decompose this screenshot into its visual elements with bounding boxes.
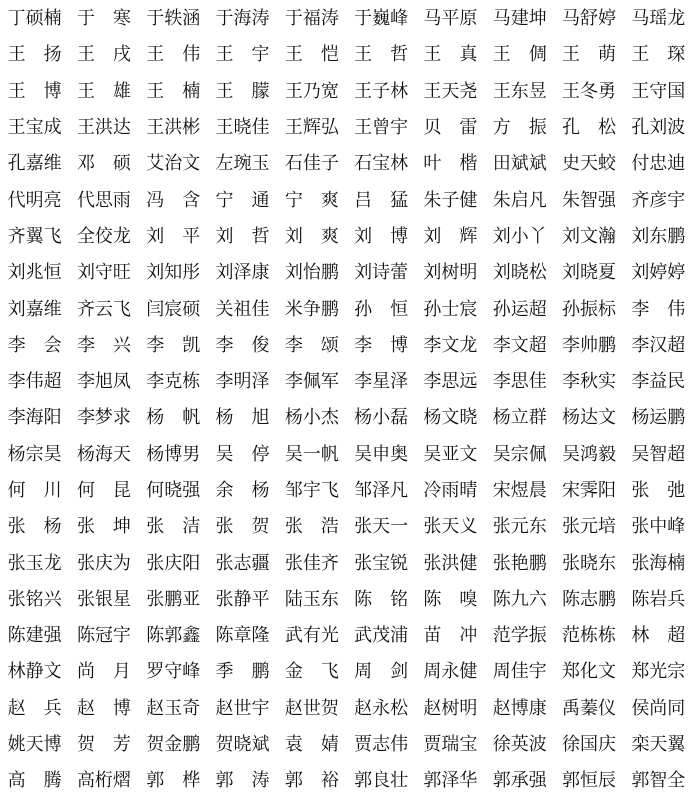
name-cell: 何晓强 xyxy=(146,480,201,501)
name-cell: 李文超 xyxy=(492,334,547,356)
name-cell: 于海涛 xyxy=(215,8,270,30)
name-cell: 郑光宗 xyxy=(631,661,686,683)
name-cell: 尚 月 xyxy=(76,661,131,683)
name-cell: 石佳子 xyxy=(284,153,339,175)
name-cell: 张海楠 xyxy=(631,552,686,574)
name-cell: 丁硕楠 xyxy=(7,8,62,30)
name-cell: 杨小磊 xyxy=(354,407,409,429)
name-cell: 王宝成 xyxy=(7,117,62,139)
name-cell: 刘 哲 xyxy=(215,225,270,247)
name-cell: 杨 旭 xyxy=(215,407,270,429)
name-cell: 王东昱 xyxy=(492,80,547,102)
name-cell: 侯尚同 xyxy=(631,697,686,719)
name-cell: 李 凯 xyxy=(146,334,201,356)
name-cell: 刘兆恒 xyxy=(7,262,62,284)
name-cell: 王 萌 xyxy=(562,44,617,66)
name-cell: 张银星 xyxy=(76,588,131,610)
name-cell: 陈志鹏 xyxy=(562,588,617,610)
name-cell: 刘文瀚 xyxy=(562,225,617,247)
name-cell: 刘知彤 xyxy=(146,262,201,284)
name-cell: 周佳宇 xyxy=(492,661,547,683)
name-cell: 张 洁 xyxy=(146,516,201,538)
name-cell: 于巍峰 xyxy=(354,8,409,30)
name-cell: 吴 停 xyxy=(215,443,270,465)
name-cell: 艾治文 xyxy=(146,153,201,175)
name-cell: 李 会 xyxy=(7,334,62,356)
name-cell: 张天一 xyxy=(354,516,409,538)
name-cell: 齐翼飞 xyxy=(7,225,62,247)
name-cell: 宁 爽 xyxy=(284,189,339,211)
name-cell: 杨运鹏 xyxy=(631,407,686,429)
name-cell: 李旭凤 xyxy=(76,371,131,393)
name-cell: 王 雄 xyxy=(76,80,131,102)
name-cell: 孙士宸 xyxy=(423,298,478,320)
name-cell: 赵树明 xyxy=(423,697,478,719)
name-cell: 齐彦宇 xyxy=(631,189,686,211)
name-cell: 齐云飞 xyxy=(76,298,131,320)
name-cell: 季 鹏 xyxy=(215,661,270,683)
name-cell: 王晓佳 xyxy=(215,117,270,139)
name-cell: 张宝锐 xyxy=(354,552,409,574)
name-cell: 贝 雷 xyxy=(423,117,478,139)
name-cell: 贺晓斌 xyxy=(215,734,270,756)
name-cell: 邓 硕 xyxy=(76,153,131,175)
name-cell: 刘 辉 xyxy=(423,225,478,247)
name-cell: 李思佳 xyxy=(492,371,547,393)
name-cell: 邹宇飞 xyxy=(284,480,339,501)
name-cell: 杨立群 xyxy=(492,407,547,429)
name-cell: 张佳齐 xyxy=(284,552,339,574)
name-cell: 李克栋 xyxy=(146,371,201,393)
name-cell: 张静平 xyxy=(215,588,270,610)
name-cell: 陈建强 xyxy=(7,625,62,647)
name-cell: 李海阳 xyxy=(7,407,62,429)
name-cell: 王 朦 xyxy=(215,80,270,102)
name-cell: 贾瑞宝 xyxy=(423,734,478,756)
name-cell: 陈郭鑫 xyxy=(146,625,201,647)
name-cell: 吴智超 xyxy=(631,443,686,465)
name-cell: 朱智强 xyxy=(562,189,617,211)
name-cell: 孔嘉维 xyxy=(7,153,62,175)
name-cell: 刘泽康 xyxy=(215,262,270,284)
name-cell: 王 宇 xyxy=(215,44,270,66)
name-cell: 张鹏亚 xyxy=(146,588,201,610)
name-cell: 林静文 xyxy=(7,661,62,683)
name-cell: 贺金鹏 xyxy=(146,734,201,756)
name-cell: 杨文晓 xyxy=(423,407,478,429)
name-cell: 李伟超 xyxy=(7,371,62,393)
name-cell: 张庆为 xyxy=(76,552,131,574)
name-cell: 杨宗昊 xyxy=(7,443,62,465)
name-cell: 吴亚文 xyxy=(423,443,478,465)
name-cell: 王子林 xyxy=(354,80,409,102)
name-cell: 张志疆 xyxy=(215,552,270,574)
name-cell: 刘守旺 xyxy=(76,262,131,284)
name-cell: 宋霁阳 xyxy=(562,480,617,501)
name-cell: 张玉龙 xyxy=(7,552,62,574)
name-cell: 姚天博 xyxy=(7,734,62,756)
name-cell: 张 弛 xyxy=(631,480,686,501)
name-cell: 田斌斌 xyxy=(492,153,547,175)
name-cell: 左琬玉 xyxy=(215,153,270,175)
name-cell: 王乃宽 xyxy=(284,80,339,102)
name-cell: 陈 嗅 xyxy=(423,588,478,610)
name-cell: 徐英波 xyxy=(492,734,547,756)
name-cell: 张 杨 xyxy=(7,516,62,538)
name-cell: 赵世贺 xyxy=(284,697,339,719)
name-cell: 全佼龙 xyxy=(76,225,131,247)
name-cell: 刘小丫 xyxy=(492,225,547,247)
name-cell: 吴申奥 xyxy=(354,443,409,465)
name-cell: 王洪达 xyxy=(76,117,131,139)
name-cell: 赵 博 xyxy=(76,697,131,719)
name-cell: 王曾宇 xyxy=(354,117,409,139)
name-cell: 刘树明 xyxy=(423,262,478,284)
name-cell: 王 博 xyxy=(7,80,62,102)
name-cell: 郭恒辰 xyxy=(562,770,617,792)
name-cell: 陈岩兵 xyxy=(631,588,686,610)
name-cell: 郭 桦 xyxy=(146,770,201,792)
name-cell: 张元培 xyxy=(562,516,617,538)
name-cell: 郭泽华 xyxy=(423,770,478,792)
name-cell: 米争鹏 xyxy=(284,298,339,320)
name-cell: 郭 裕 xyxy=(284,770,339,792)
name-cell: 赵世宇 xyxy=(215,697,270,719)
name-cell: 郭 涛 xyxy=(215,770,270,792)
name-cell: 马建坤 xyxy=(492,8,547,30)
name-cell: 武有光 xyxy=(284,625,339,647)
name-cell: 李 颂 xyxy=(284,334,339,356)
name-cell: 王 倜 xyxy=(492,44,547,66)
name-cell: 于福涛 xyxy=(284,8,339,30)
name-cell: 王 真 xyxy=(423,44,478,66)
name-cell: 马舒婷 xyxy=(562,8,617,30)
name-cell: 赵 兵 xyxy=(7,697,62,719)
name-cell: 杨博男 xyxy=(146,443,201,465)
name-cell: 张中峰 xyxy=(631,516,686,538)
name-cell: 郭良壮 xyxy=(354,770,409,792)
name-cell: 郭承强 xyxy=(492,770,547,792)
name-cell: 李帅鹏 xyxy=(562,334,617,356)
name-cell: 付忠迪 xyxy=(631,153,686,175)
name-cell: 高桁熠 xyxy=(76,770,131,792)
name-cell: 刘嘉维 xyxy=(7,298,62,320)
name-cell: 李汉超 xyxy=(631,334,686,356)
name-cell: 刘 博 xyxy=(354,225,409,247)
name-cell: 吕 猛 xyxy=(354,189,409,211)
name-cell: 周永健 xyxy=(423,661,478,683)
name-cell: 栾天翼 xyxy=(631,734,686,756)
name-cell: 李 博 xyxy=(354,334,409,356)
name-cell: 孔 松 xyxy=(562,117,617,139)
name-cell: 张 坤 xyxy=(76,516,131,538)
name-cell: 王 恺 xyxy=(284,44,339,66)
name-cell: 刘 平 xyxy=(146,225,201,247)
name-cell: 袁 婧 xyxy=(284,734,339,756)
name-cell: 张洪健 xyxy=(423,552,478,574)
name-cell: 赵博康 xyxy=(492,697,547,719)
name-cell: 张元东 xyxy=(492,516,547,538)
name-cell: 李文龙 xyxy=(423,334,478,356)
name-cell: 张 贺 xyxy=(215,516,270,538)
name-cell: 王 戌 xyxy=(76,44,131,66)
name-cell: 李 俊 xyxy=(215,334,270,356)
name-cell: 张庆阳 xyxy=(146,552,201,574)
name-cell: 石宝林 xyxy=(354,153,409,175)
name-cell: 孙运超 xyxy=(492,298,547,320)
name-cell: 李明泽 xyxy=(215,371,270,393)
name-cell: 刘婷婷 xyxy=(631,262,686,284)
name-cell: 闫宸硕 xyxy=(146,298,201,320)
name-cell: 郭智全 xyxy=(631,770,686,792)
name-cell: 王辉弘 xyxy=(284,117,339,139)
name-cell: 范学振 xyxy=(492,625,547,647)
name-cell: 刘诗蕾 xyxy=(354,262,409,284)
name-cell: 关祖佳 xyxy=(215,298,270,320)
name-cell: 王 哲 xyxy=(354,44,409,66)
name-cell: 罗守峰 xyxy=(146,661,201,683)
name-cell: 冯 含 xyxy=(146,189,201,211)
name-cell: 于轶涵 xyxy=(146,8,201,30)
name-cell: 朱启凡 xyxy=(492,189,547,211)
name-cell: 吴宗佩 xyxy=(492,443,547,465)
name-cell: 李 伟 xyxy=(631,298,686,320)
name-cell: 陆玉东 xyxy=(284,588,339,610)
name-cell: 朱子健 xyxy=(423,189,478,211)
name-cell: 杨 帆 xyxy=(146,407,201,429)
name-cell: 何 川 xyxy=(7,480,62,501)
name-cell: 李思远 xyxy=(423,371,478,393)
name-cell: 李星泽 xyxy=(354,371,409,393)
name-cell: 陈九六 xyxy=(492,588,547,610)
name-cell: 代思雨 xyxy=(76,189,131,211)
name-cell: 赵永松 xyxy=(354,697,409,719)
name-cell: 吴一帆 xyxy=(284,443,339,465)
name-cell: 王 楠 xyxy=(146,80,201,102)
name-cell: 张天义 xyxy=(423,516,478,538)
name-cell: 马瑶龙 xyxy=(631,8,686,30)
name-cell: 李梦求 xyxy=(76,407,131,429)
name-cell: 金 飞 xyxy=(284,661,339,683)
name-cell: 宁 通 xyxy=(215,189,270,211)
name-cell: 王冬勇 xyxy=(562,80,617,102)
name-cell: 王 扬 xyxy=(7,44,62,66)
name-cell: 何 昆 xyxy=(76,480,131,501)
name-cell: 刘晓松 xyxy=(492,262,547,284)
name-cell: 李秋实 xyxy=(562,371,617,393)
name-cell: 刘晓夏 xyxy=(562,262,617,284)
name-cell: 杨小杰 xyxy=(284,407,339,429)
name-cell: 于 寒 xyxy=(76,8,131,30)
name-cell: 王天尧 xyxy=(423,80,478,102)
name-cell: 赵玉奇 xyxy=(146,697,201,719)
name-cell: 孙振标 xyxy=(562,298,617,320)
name-cell: 苗 冲 xyxy=(423,625,478,647)
name-cell: 高 腾 xyxy=(7,770,62,792)
name-cell: 孙 恒 xyxy=(354,298,409,320)
name-cell: 张铭兴 xyxy=(7,588,62,610)
name-cell: 周 剑 xyxy=(354,661,409,683)
name-cell: 刘 爽 xyxy=(284,225,339,247)
name-cell: 刘怡鹏 xyxy=(284,262,339,284)
name-cell: 邹泽凡 xyxy=(354,480,409,501)
name-cell: 陈 铭 xyxy=(354,588,409,610)
name-cell: 余 杨 xyxy=(215,480,270,501)
name-cell: 吴鸿毅 xyxy=(562,443,617,465)
name-cell: 王洪彬 xyxy=(146,117,201,139)
name-cell: 杨达文 xyxy=(562,407,617,429)
name-cell: 范栋栋 xyxy=(562,625,617,647)
name-cell: 宋煜晨 xyxy=(492,480,547,501)
name-cell: 方 振 xyxy=(492,117,547,139)
name-cell: 孔刘波 xyxy=(631,117,686,139)
name-cell: 张艳鹏 xyxy=(492,552,547,574)
name-cell: 陈章隆 xyxy=(215,625,270,647)
name-cell: 叶 楷 xyxy=(423,153,478,175)
name-cell: 史天蛟 xyxy=(562,153,617,175)
name-cell: 郑化文 xyxy=(562,661,617,683)
name-cell: 马平原 xyxy=(423,8,478,30)
name-cell: 贾志伟 xyxy=(354,734,409,756)
name-cell: 张 浩 xyxy=(284,516,339,538)
name-cell: 李 兴 xyxy=(76,334,131,356)
name-cell: 贺 芳 xyxy=(76,734,131,756)
name-cell: 李益民 xyxy=(631,371,686,393)
name-cell: 王 琛 xyxy=(631,44,686,66)
name-cell: 陈冠宇 xyxy=(76,625,131,647)
name-cell: 刘东鹏 xyxy=(631,225,686,247)
name-cell: 李佩军 xyxy=(284,371,339,393)
name-cell: 禹蓁仪 xyxy=(562,697,617,719)
name-cell: 武茂浦 xyxy=(354,625,409,647)
name-cell: 林 超 xyxy=(631,625,686,647)
name-cell: 杨海天 xyxy=(76,443,131,465)
name-cell: 王守国 xyxy=(631,80,686,102)
name-cell: 冷雨晴 xyxy=(423,480,478,501)
name-cell: 代明亮 xyxy=(7,189,62,211)
name-cell: 徐国庆 xyxy=(562,734,617,756)
name-cell: 张晓东 xyxy=(562,552,617,574)
name-cell: 王 伟 xyxy=(146,44,201,66)
